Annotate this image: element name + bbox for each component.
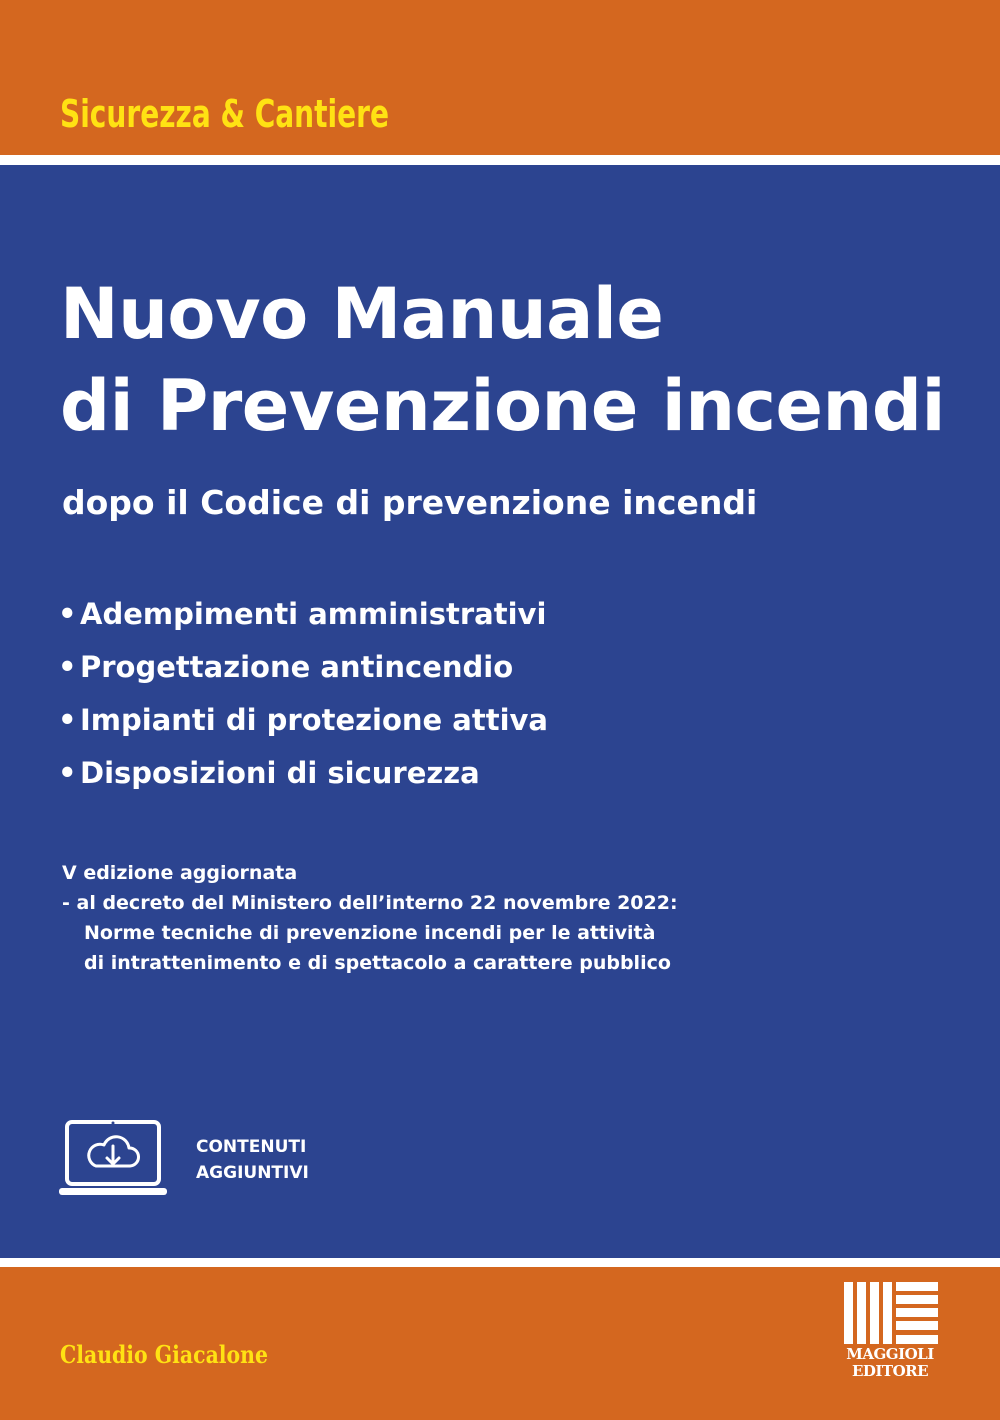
title-line-2: di Prevenzione incendi: [60, 365, 945, 447]
edition-line: di intrattenimento e di spettacolo a carattere pubblico: [84, 952, 671, 974]
topic-list: [58, 588, 548, 800]
divider-top: [0, 155, 1000, 165]
extra-content-line: CONTENUTI: [196, 1137, 307, 1157]
topic-item: [58, 641, 548, 694]
divider-bottom: [0, 1258, 1000, 1267]
publisher-subtitle: EDITORE: [851, 1362, 929, 1380]
topic-text: Disposizioni di sicurezza: [80, 756, 480, 790]
topic-text: Impianti di protezione attiva: [80, 703, 548, 737]
edition-notes: [62, 858, 678, 978]
topic-item: [58, 588, 548, 641]
bullet-icon: •: [58, 650, 77, 684]
publisher-name: MAGGIOLI: [846, 1345, 934, 1363]
maggioli-logo-icon: [844, 1282, 938, 1344]
topic-item: [58, 747, 548, 800]
series-title: Sicurezza & Cantiere: [60, 92, 390, 136]
extra-content-label: [196, 1134, 309, 1186]
book-title: [60, 268, 945, 452]
topic-text: Progettazione antincendio: [80, 650, 514, 684]
author-name: Claudio Giacalone: [60, 1340, 268, 1369]
book-subtitle: dopo il Codice di prevenzione incendi: [62, 483, 758, 522]
topic-item: [58, 694, 548, 747]
bullet-icon: •: [58, 756, 77, 790]
bullet-icon: •: [58, 703, 77, 737]
laptop-download-icon: [58, 1118, 168, 1198]
title-line-1: Nuovo Manuale: [60, 273, 664, 355]
edition-line: Norme tecniche di prevenzione incendi per le attività: [84, 922, 656, 944]
publisher-logo: [838, 1282, 942, 1392]
extra-content-line: AGGIUNTIVI: [196, 1163, 309, 1183]
edition-line: - al decreto del Ministero dell’interno 22 novembre 2022:: [62, 892, 678, 914]
bullet-icon: •: [58, 597, 77, 631]
edition-line: V edizione aggiornata: [62, 862, 298, 884]
topic-text: Adempimenti amministrativi: [80, 597, 547, 631]
